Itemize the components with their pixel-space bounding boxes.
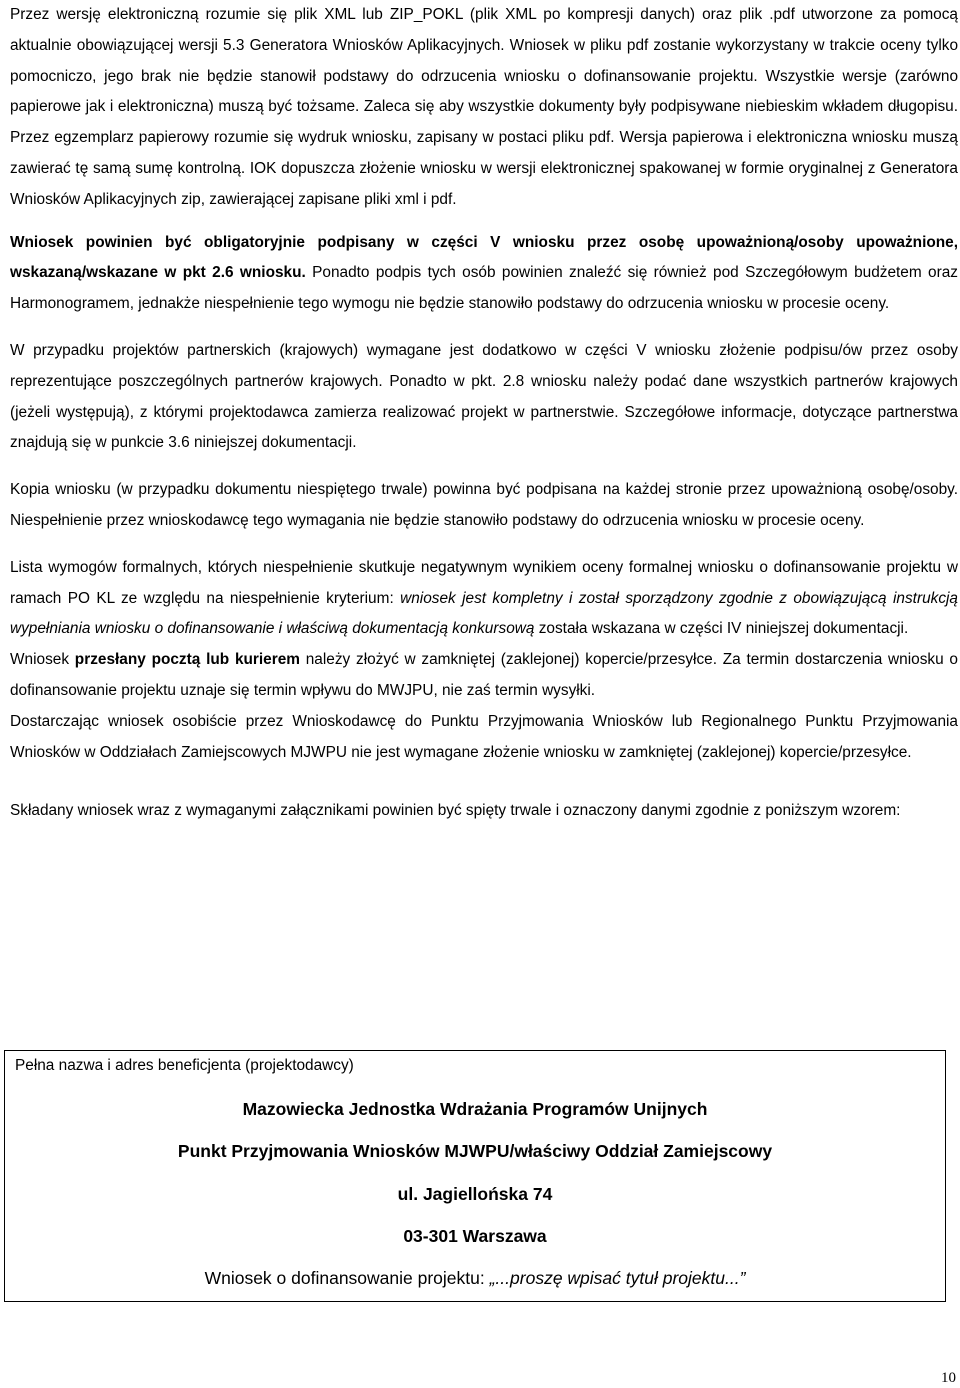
paragraph-copy-signature: Kopia wniosku (w przypadku dokumentu niespiętego trwale) powinna być podpisana na każdej stronie przez upoważnioną osobę/osoby. Niespełnienie przez wnioskodawcę tego wymagania nie będzie stanowiło podstawy do odrzucenia wniosku w procesie oceny. [10,481,958,529]
intake-point-name: Punkt Przyjmowania Wniosków MJWPU/właściwy Oddział Zamiejscowy [177,1141,773,1161]
formal-requirements-end: została wskazana w części IV niniejszej dokumentacji. [534,620,909,638]
institution-name: Mazowiecka Jednostka Wdrażania Programów Unijnych [242,1099,708,1119]
beneficiary-name-placeholder: Pełna nazwa i adres beneficjenta (projektodawcy) [15,1057,354,1074]
postal-code-city: 03-301 Warszawa [403,1226,547,1246]
street-address: ul. Jagiellońska 74 [397,1184,553,1204]
formal-requirements-start: Lista wymogów formalnych, których niespełnienie skutkuje negatywnym wynikiem oceny formalnej wniosku o dofinansowanie projektu w ramach PO KL ze względu na niespełnienie kryterium: [10,558,958,607]
signature-requirement-bold: Wniosek powinien być obligatoryjnie podpisany w części V wniosku przez osobę upoważnioną/osoby upoważnione, wskazaną/wskazane w pkt 2.6 wniosku. [10,233,958,282]
signature-requirement-text: Ponadto podpis tych osób powinien znaleźć się również pod Szczegółowym budżetem oraz Harmonogramem, jednakże niespełnienie tego wymogu nie będzie stanowiło podstawy do odrzucenia wniosku w procesie oceny. [10,264,958,313]
postal-delivery-end: należy złożyć w zamkniętej (zaklejonej) kopercie/przesyłce. Za termin dostarczenia wniosku o dofinansowanie projektu uznaje się termin wpływu do MWJPU, nie zaś termin wysyłki. [10,651,958,699]
paragraph-labelling: Składany wniosek wraz z wymaganymi załącznikami powinien być spięty trwale i oznaczony danymi zgodnie z poniższym wzorem: [10,802,901,820]
page-number: 10 [941,1370,956,1386]
postal-delivery-start: Wniosek [10,651,75,669]
paragraph-formal-requirements [10,553,958,645]
paragraph-postal-delivery [10,645,958,707]
project-title-line [5,1268,945,1289]
formal-requirements-criterion: wniosek jest kompletny i został sporządzony zgodnie z obowiązującą instrukcją wypełniania wniosku o dofinansowanie i właściwą dokumentacją konkursową [10,589,958,638]
paragraph-personal-delivery: Dostarczając wniosek osobiście przez Wnioskodawcę do Punktu Przyjmowania Wniosków lub Regionalnego Punktu Przyjmowania Wniosków w Oddziałach Zamiejscowych MJWPU nie jest wymagane złożenie wniosku w zamkniętej (zaklejonej) kopercie/przesyłce. [10,712,958,761]
postal-delivery-bold: przesłany pocztą lub kurierem [74,651,300,669]
project-title-placeholder: „...proszę wpisać tytuł projektu...” [489,1268,746,1288]
envelope-label-template [4,1050,946,1302]
paragraph-signature-requirement [10,228,958,320]
document-page [10,0,958,827]
paragraph-electronic-version: Przez wersję elektroniczną rozumie się plik XML lub ZIP_POKL (plik XML po kompresji danych) oraz plik .pdf utworzone za pomocą aktualnie obowiązującej wersji 5.3 Generatora Wniosków Aplikacyjnych. Wniosek w pliku pdf zostanie wykorzystany w trakcie oceny tylko pomocniczo, jego brak nie będzie stanowił podstawy do odrzucenia wniosku o dofinansowanie projektu. Wszystkie wersje (zarówno papierowe jak i elektroniczna) muszą być tożsame. Zaleca się aby wszystkie dokumenty były podpisywane niebieskim wkładem długopisu. Przez egzemplarz papierowy rozumie się wydruk wniosku, zapisany w postaci pliku pdf. Wersja papierowa i elektroniczna wniosku muszą zawierać tę samą sumę kontrolną. IOK dopuszcza złożenie wniosku w wersji elektronicznej spakowanej w formie oryginalnej z Generatora Wniosków Aplikacyjnych zip, zawierającej zapisane pliki xml i pdf. [10,6,958,208]
project-title-label: Wniosek o dofinansowanie projektu: [204,1268,490,1288]
paragraph-partnership: W przypadku projektów partnerskich (krajowych) wymagane jest dodatkowo w części V wniosku złożenie podpisu/ów przez osoby reprezentujące poszczególnych partnerów krajowych. Ponadto w pkt. 2.8 wniosku należy podać dane wszystkich partnerów krajowych (jeżeli występują), z którymi projektodawca zamierza realizować projekt w partnerstwie. Szczegółowe informacje, dotyczące partnerstwa znajdują się w punkcie 3.6 niniejszej dokumentacji. [10,341,958,452]
